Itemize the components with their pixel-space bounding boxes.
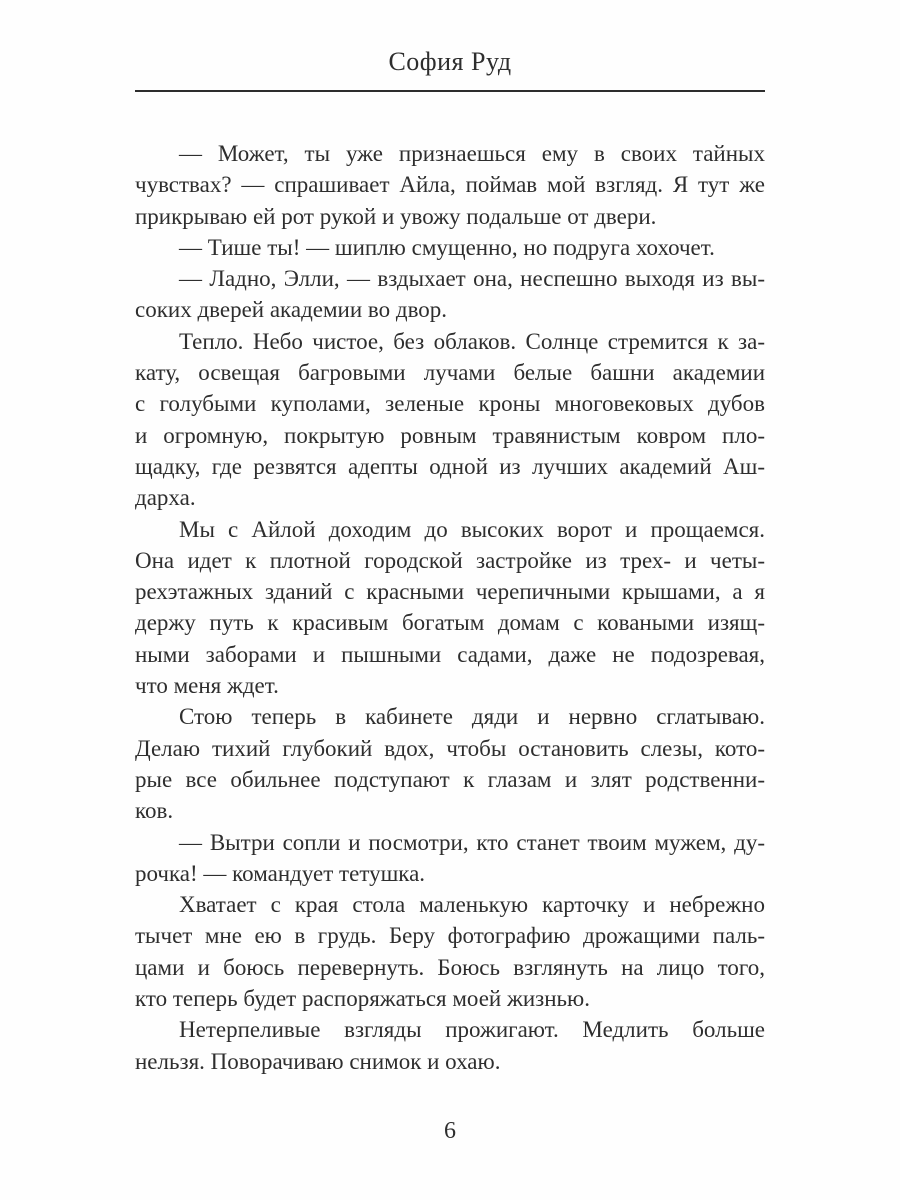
paragraph [135,1014,765,1077]
paragraph [135,701,765,826]
text-line: рочка! — командует тетушка. [135,860,426,886]
text-line: кату, освещая багровыми лучами белые башни академии [135,360,765,386]
running-header [135,46,765,78]
paragraph [135,326,765,514]
text-line: цами и боюсь перевернуть. Боюсь взглянуть на лицо того, [135,954,765,980]
paragraph [135,138,765,232]
text-line: и огромную, покрытую ровным травянистым ковром пло- [135,422,765,448]
text-line: — Ладно, Элли, — вздыхает она, неспешно выходя из вы- [179,266,765,292]
paragraph [135,232,765,263]
text-line: Тепло. Небо чистое, без облаков. Солнце стремится к за- [179,328,765,354]
text-line: Хватает с края стола маленькую карточку и небрежно [179,892,765,918]
text-line: с голубыми куполами, зеленые кроны многовековых дубов [135,391,765,417]
paragraph [135,827,765,890]
text-line: рехэтажных зданий с красными черепичными крышами, а я [135,579,765,605]
text-line: Стою теперь в кабинете дяди и нервно сглатываю. [179,704,765,730]
text-line: дарха. [135,485,196,511]
text-line: ков. [135,798,174,824]
text-line: что меня ждет. [135,673,279,699]
text-line: Делаю тихий глубокий вдох, чтобы остановить слезы, кото- [135,735,765,761]
text-line: тычет мне ею в грудь. Беру фотографию дрожащими паль- [135,923,765,949]
paragraph [135,889,765,1014]
text-line: ными заборами и пышными садами, даже не подозревая, [135,641,765,667]
author-name: София Руд [388,47,512,76]
text-line: чувствах? — спрашивает Айла, поймав мой взгляд. Я тут же [135,172,765,198]
text-line: кто теперь будет распоряжаться моей жизнью. [135,986,590,1012]
text-line: соких дверей академии во двор. [135,297,448,323]
text-line: нельзя. Поворачиваю снимок и охаю. [135,1048,501,1074]
page-number: 6 [444,1118,456,1144]
text-line: рые все обильнее подступают к глазам и злят родственни- [135,766,765,792]
paragraph [135,514,765,702]
text-line: щадку, где резвятся адепты одной из лучших академий Аш- [135,453,765,479]
text-line: Она идет к плотной городской застройке из трех- и четы- [135,547,765,573]
text-line: — Тише ты! — шиплю смущенно, но подруга хохочет. [179,234,715,260]
header-rule [135,90,765,92]
body-text [135,138,765,1077]
text-line: Мы с Айлой доходим до высоких ворот и прощаемся. [179,516,765,542]
paragraph [135,263,765,326]
text-line: Нетерпеливые взгляды прожигают. Медлить больше [179,1017,765,1043]
text-line: — Может, ты уже признаешься ему в своих тайных [179,141,765,166]
text-line: прикрываю ей рот рукой и увожу подальше от двери. [135,203,657,229]
text-line: — Вытри сопли и посмотри, кто станет твоим мужем, ду- [179,829,765,855]
text-line: держу путь к красивым богатым домам с коваными изящ- [135,610,765,636]
